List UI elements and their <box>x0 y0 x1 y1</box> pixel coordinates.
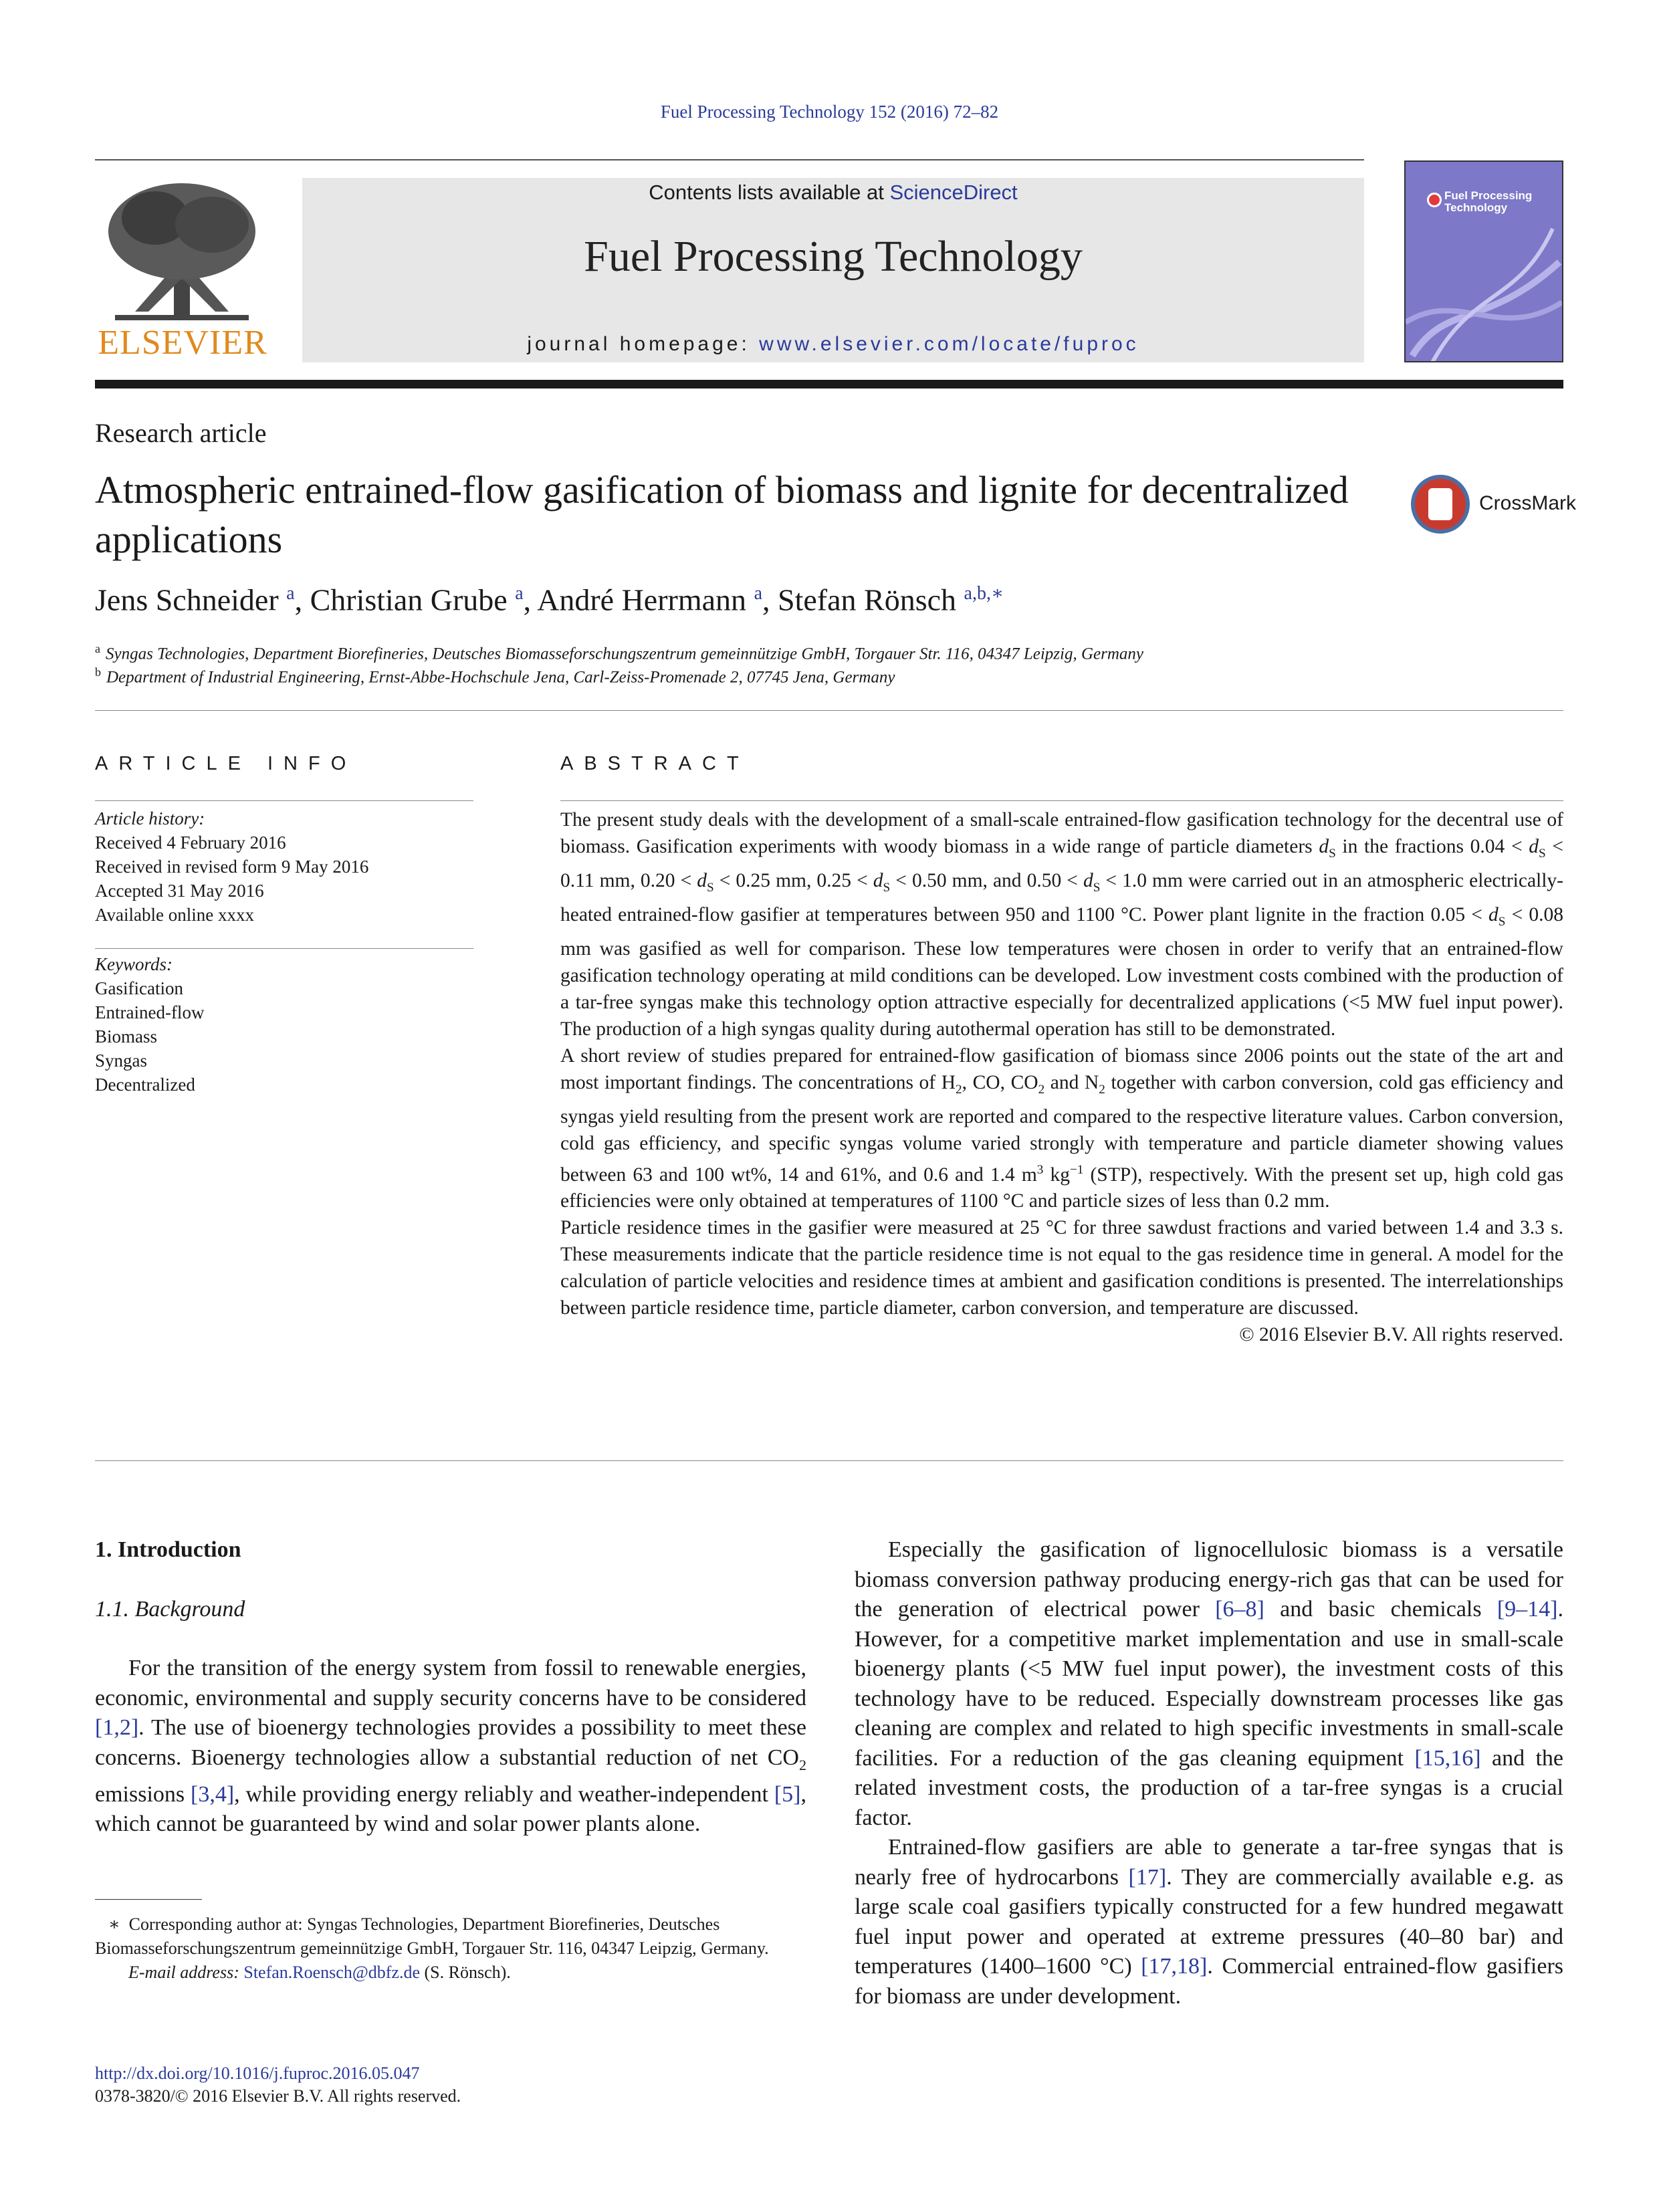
abstract-paragraph: Particle residence times in the gasifier were measured at 25 °C for three sawdust fractions and varied between 1.4 and 3.3 s. These measurements indicate that the particle residence time is not equal to the gas residence time in general. A model for the calculation of particle velocities and residence times at ambient and gasification conditions is presented. The interrelationships between particle residence time, particle diameter, carbon conversion, and temperature are discussed. <box>560 1217 1563 1319</box>
body-paragraph: Especially the gasification of lignocellulosic biomass is a versatile biomass conversion pathway producing energy-rich gas that can be used for the generation of electrical power [6–8] and basic chemicals [9–14]. However, for a competitive market implementation and use in small-scale bioenergy plants (<5 MW fuel input power), the investment costs of this technology have to be reduced. Especially downstream processes like gas cleaning are complex and related to high specific investments in small-scale facilities. For a reduction of the gas cleaning equipment [15,16] and the related investment costs, the production of a tar-free syngas is a crucial factor. <box>855 1537 1564 1830</box>
author-affil-mark[interactable]: a <box>515 583 524 604</box>
divider <box>95 800 473 801</box>
abstract-body <box>560 806 1563 1348</box>
cover-badge-icon <box>1427 193 1442 207</box>
affil-mark: b <box>95 665 101 679</box>
citation-link[interactable]: [17] <box>1128 1864 1167 1890</box>
keyword: Biomass <box>95 1026 158 1046</box>
history-item: Received 4 February 2016 <box>95 833 286 853</box>
article-history <box>95 806 473 927</box>
keyword: Entrained-flow <box>95 1002 205 1022</box>
homepage-line <box>302 333 1364 356</box>
journal-cover-image[interactable] <box>1404 160 1563 362</box>
header-thick-rule <box>95 380 1563 389</box>
keyword: Decentralized <box>95 1075 195 1095</box>
footnote-rule <box>95 1899 202 1900</box>
citation-link[interactable]: [1,2] <box>95 1715 139 1740</box>
citation-link[interactable]: [15,16] <box>1414 1745 1481 1771</box>
footnote-text: Corresponding author at: Syngas Technologies, Department Biorefineries, Deutsches Biomasseforschungszentrum gemeinnützige GmbH, Torgauer Str. 116, 04347 Leipzig, Germany. <box>95 1914 769 1958</box>
author-affil-mark[interactable]: a,b,∗ <box>964 583 1004 604</box>
keywords <box>95 952 473 1097</box>
citation-link[interactable]: [17,18] <box>1141 1954 1208 1979</box>
email-suffix: (S. Rönsch). <box>420 1963 511 1982</box>
body-paragraph: For the transition of the energy system from fossil to renewable energies, economic, environmental and supply security concerns have to be considered [1,2]. The use of bioenergy technologies provides a possibility to meet these concerns. Bioenergy technologies allow a substantial reduction of net $CO_2$ emissions [3,4], while providing energy reliably and weather-independent [5], which cannot be guaranteed by wind and solar power plants alone. <box>95 1656 806 1837</box>
email-label: E-mail address: <box>128 1963 244 1982</box>
citation-link[interactable]: [3,4] <box>191 1781 235 1807</box>
page-footer <box>95 2062 461 2108</box>
header-rule <box>95 159 1364 160</box>
author-name[interactable]: Jens Schneider <box>95 582 279 617</box>
divider <box>95 710 1563 711</box>
doi-link[interactable]: http://dx.doi.org/10.1016/j.fuproc.2016.05.047 <box>95 2064 420 2083</box>
abstract-heading: ABSTRACT <box>560 753 750 774</box>
contents-line <box>302 178 1364 205</box>
article-info-heading: ARTICLE INFO <box>95 753 357 774</box>
citation-link[interactable]: [6–8] <box>1215 1597 1264 1622</box>
author-list: Jens Schneider $^a$, Christian Grube $^a$, André Herrmann $^a$, Stefan Rönsch $^{a,b,∗}$ <box>95 582 1004 617</box>
issn-line: 0378-3820/© 2016 Elsevier B.V. All rights reserved. <box>95 2086 461 2106</box>
subsection-heading: 1.1. Background <box>95 1596 245 1622</box>
history-item: Available online xxxx <box>95 905 254 925</box>
sciencedirect-link[interactable]: ScienceDirect <box>889 181 1018 204</box>
crossmark-icon <box>1411 475 1470 534</box>
affil-mark: a <box>95 642 100 655</box>
homepage-prefix: journal homepage: <box>527 333 760 355</box>
author-name[interactable]: Stefan Rönsch <box>778 582 957 617</box>
body-right-column <box>855 1535 1563 2011</box>
affiliation-a <box>95 642 1143 663</box>
author-name[interactable]: André Herrmann <box>537 582 747 617</box>
affil-text: Syngas Technologies, Department Biorefineries, Deutsches Biomasseforschungszentrum gemeinnützige GmbH, Torgauer Str. 116, 04347 Leipzig, Germany <box>106 645 1143 663</box>
abstract-paragraph: A short review of studies prepared for entrained-flow gasification of biomass since 2006 points out the state of the art and most important findings. The concentrations of $H_2$, CO, $CO_2$ and $N_2$ together with carbon conversion, cold gas efficiency and syngas yield resulting from the present work are reported and compared to the respective literature values. Carbon conversion, cold gas efficiency, and specific syngas volume varied strongly with temperature and particle diameter showing values between 63 and 100 wt%, 14 and 61%, and 0.6 and 1.4 $m^3$ $kg^{-1}$ (STP), respectively. With the present set up, high cold gas efficiencies were only obtained at temperatures of 1100 °C and particle sizes of less than 0.2 mm. <box>560 1044 1563 1212</box>
divider <box>95 948 473 949</box>
section-heading: 1. Introduction <box>95 1537 241 1562</box>
author-affil-mark[interactable]: a <box>286 583 295 604</box>
affil-text: Department of Industrial Engineering, Ernst-Abbe-Hochschule Jena, Carl-Zeiss-Promenade 2, 07745 Jena, Germany <box>106 668 895 687</box>
journal-name: Fuel Processing Technology <box>584 232 1083 281</box>
journal-reference[interactable]: Fuel Processing Technology 152 (2016) 72–82 <box>660 102 999 122</box>
corresponding-author-footnote <box>95 1912 806 1985</box>
homepage-link[interactable]: www.elsevier.com/locate/fuproc <box>759 333 1139 355</box>
contents-prefix: Contents lists available at <box>649 181 890 204</box>
body-left-column <box>95 1535 806 1840</box>
cover-title: Fuel Processing Technology <box>1444 189 1533 214</box>
cover-art-icon <box>1406 222 1562 362</box>
email-link[interactable]: Stefan.Roensch@dbfz.de <box>243 1963 421 1982</box>
body-paragraph: Entrained-flow gasifiers are able to generate a tar-free syngas that is nearly free of hydrocarbons [17]. They are commercially available e.g. as large scale coal gasifiers typically constructed for a few hundred megawatt fuel input power and operated at extreme pressures (40–80 bar) and temperatures (1400–1600 °C) [17,18]. Commercial entrained-flow gasifiers for biomass are under development. <box>855 1835 1564 2009</box>
author-affil-mark[interactable]: a <box>754 583 762 604</box>
history-item: Received in revised form 9 May 2016 <box>95 857 369 877</box>
elsevier-wordmark: ELSEVIER <box>98 324 267 362</box>
divider <box>95 1460 1563 1461</box>
crossmark-button[interactable] <box>1411 475 1577 536</box>
divider <box>560 800 1563 801</box>
history-item: Accepted 31 May 2016 <box>95 881 264 901</box>
article-type: Research article <box>95 418 267 448</box>
abstract-copyright: © 2016 Elsevier B.V. All rights reserved. <box>1239 1324 1563 1346</box>
citation-link[interactable]: [9–14] <box>1497 1597 1558 1622</box>
article-title: Atmospheric entrained-flow gasification of biomass and lignite for decentralized applications <box>95 468 1349 561</box>
keyword: Gasification <box>95 978 183 998</box>
keywords-label: Keywords: <box>95 954 173 974</box>
abstract-paragraph: The present study deals with the development of a small-scale entrained-flow gasification technology for the decentral use of biomass. Gasification experiments with woody biomass in a wide range of particle diameters $d_S$ in the fractions $0.04 < d_S < 0.11$ mm, $0.20 < d_S < 0.25$ mm, $0.25 < d_S < 0.50$ mm, and $0.50 < d_S < 1.0$ mm were carried out in an atmospheric electrically-heated entrained-flow gasifier at temperatures between 950 and 1100 °C. Power plant lignite in the fraction $0.05 < d_S < 0.08$ mm was gasified as well for comparison. These low temperatures were chosen in order to verify that an entrained-flow gasification technology operating at mild conditions can be developed. Low investment costs combined with the production of a tar-free syngas make this technology option attractive especially for decentralized applications (<5 MW fuel input power). The production of a high syngas quality during autothermal operation has still to be demonstrated. <box>560 809 1563 1040</box>
keyword: Syngas <box>95 1050 148 1071</box>
history-label: Article history: <box>95 808 205 828</box>
footnote-mark: ∗ <box>108 1914 120 1934</box>
affiliation-b <box>95 665 895 687</box>
citation-link[interactable]: [5] <box>774 1781 801 1807</box>
crossmark-label: CrossMark <box>1479 492 1577 514</box>
tree-icon <box>95 178 270 325</box>
elsevier-logo[interactable] <box>95 178 270 362</box>
journal-masthead <box>302 178 1364 362</box>
author-name[interactable]: Christian Grube <box>310 582 508 617</box>
